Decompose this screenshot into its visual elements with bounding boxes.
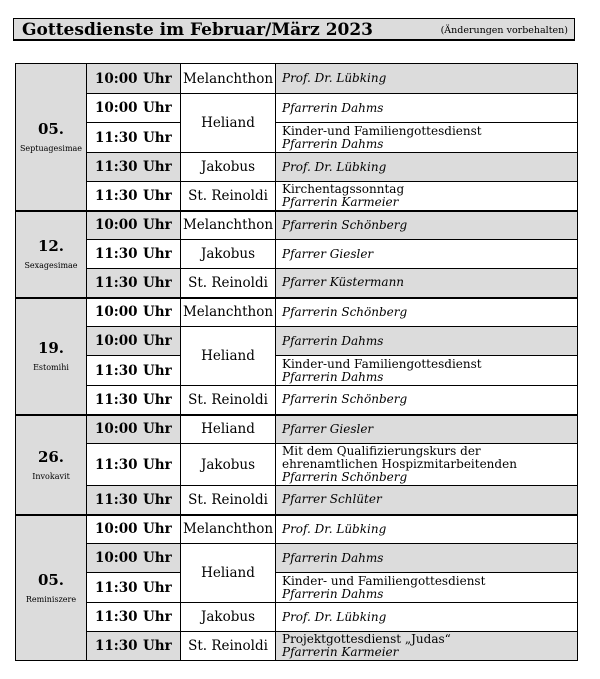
service-time: 11:30 xyxy=(95,159,138,175)
service-time: 10:00 xyxy=(95,100,138,116)
date-cell xyxy=(16,415,87,515)
sunday-name: Sexagesimae xyxy=(24,261,78,270)
time-cell xyxy=(87,573,181,603)
church-cell: Jakobus xyxy=(181,240,276,269)
church-cell: Jakobus xyxy=(181,153,276,182)
service-time: 11:30 xyxy=(95,579,138,596)
preacher-name: Pfarrerin Dahms xyxy=(282,100,384,115)
info-cell xyxy=(276,211,578,240)
service-time: 11:30 xyxy=(95,456,138,473)
uhr-label: Uhr xyxy=(143,129,172,146)
event-title: Kinder- und Familiengottesdienst xyxy=(282,573,486,588)
info-cell xyxy=(276,240,578,269)
preacher-name: Pfarrerin Karmeier xyxy=(282,645,399,659)
date-cell xyxy=(16,211,87,298)
service-time: 11:30 xyxy=(95,491,138,508)
time-cell xyxy=(87,356,181,386)
service-row xyxy=(16,182,578,211)
time-cell xyxy=(87,153,181,182)
uhr-label: Uhr xyxy=(143,491,172,508)
service-row xyxy=(16,603,578,632)
service-row xyxy=(16,486,578,515)
info-cell xyxy=(276,632,578,661)
preacher-name: Pfarrerin Dahms xyxy=(282,136,384,151)
date-cell xyxy=(16,515,87,661)
info-cell xyxy=(276,444,578,486)
sunday-name: Reminiszere xyxy=(25,594,77,604)
uhr-label: Uhr xyxy=(143,246,172,262)
service-row xyxy=(16,153,578,182)
preacher-name: Pfarrerin Dahms xyxy=(282,333,384,348)
date-cell xyxy=(16,64,87,211)
church-cell: Jakobus xyxy=(181,603,276,632)
service-row xyxy=(16,123,578,153)
preacher-name: Pfarrerin Dahms xyxy=(282,369,384,384)
time-cell xyxy=(87,269,181,298)
info-cell xyxy=(276,356,578,386)
date-cell xyxy=(16,298,87,415)
time-cell xyxy=(87,444,181,486)
uhr-label: Uhr xyxy=(143,187,172,204)
time-cell xyxy=(87,211,181,240)
service-row xyxy=(16,573,578,603)
church-cell: St. Reinoldi xyxy=(181,632,276,661)
preacher-name: Pfarrerin Dahms xyxy=(282,550,384,565)
service-time: 10:00 xyxy=(95,550,138,566)
service-row xyxy=(16,444,578,486)
service-row xyxy=(16,327,578,356)
sunday-name: Septuagesimae xyxy=(19,143,83,153)
info-cell xyxy=(276,94,578,123)
preacher-name: Pfarrerin Schönberg xyxy=(282,217,408,232)
info-cell xyxy=(276,386,578,415)
church-cell: Heliand xyxy=(181,544,276,603)
service-time: 11:30 xyxy=(95,638,138,654)
church-cell: St. Reinoldi xyxy=(181,386,276,415)
uhr-label: Uhr xyxy=(143,391,172,408)
service-time: 11:30 xyxy=(95,129,138,146)
uhr-label: Uhr xyxy=(143,159,172,175)
page-header xyxy=(13,18,575,41)
time-cell xyxy=(87,182,181,211)
church-cell: St. Reinoldi xyxy=(181,486,276,515)
uhr-label: Uhr xyxy=(143,217,172,234)
preacher-name: Prof. Dr. Lübking xyxy=(282,609,387,624)
service-row xyxy=(16,240,578,269)
church-cell: Melanchthon xyxy=(181,298,276,327)
preacher-name: Prof. Dr. Lübking xyxy=(282,159,387,174)
service-time: 11:30 xyxy=(95,274,138,291)
preacher-name: Pfarrer Giesler xyxy=(282,246,374,261)
service-time: 10:00 xyxy=(95,421,138,438)
uhr-label: Uhr xyxy=(143,274,172,291)
church-cell: Melanchthon xyxy=(181,64,276,94)
info-cell xyxy=(276,544,578,573)
preacher-name: Pfarrerin Schönberg xyxy=(282,392,408,407)
time-cell xyxy=(87,240,181,269)
info-cell xyxy=(276,603,578,632)
service-row xyxy=(16,544,578,573)
service-row xyxy=(16,298,578,327)
info-cell xyxy=(276,515,578,544)
service-row xyxy=(16,94,578,123)
schedule-table xyxy=(15,63,578,661)
service-time: 11:30 xyxy=(95,246,138,262)
church-cell: St. Reinoldi xyxy=(181,269,276,298)
service-row xyxy=(16,515,578,544)
preacher-name: Pfarrer Küstermann xyxy=(282,275,405,290)
day-number: 12. xyxy=(37,237,65,255)
time-cell xyxy=(87,486,181,515)
service-time: 11:30 xyxy=(95,391,138,408)
service-row xyxy=(16,632,578,661)
service-row xyxy=(16,269,578,298)
uhr-label: Uhr xyxy=(143,579,172,596)
service-time: 10:00 xyxy=(95,521,138,538)
info-cell xyxy=(276,153,578,182)
service-time: 10:00 xyxy=(95,217,138,234)
sunday-name: Estomihi xyxy=(33,363,69,372)
time-cell xyxy=(87,298,181,327)
church-cell: Melanchthon xyxy=(181,211,276,240)
service-row xyxy=(16,64,578,94)
sunday-name: Invokavit xyxy=(32,471,70,481)
service-row xyxy=(16,211,578,240)
day-number: 19. xyxy=(37,339,65,357)
uhr-label: Uhr xyxy=(143,421,172,438)
event-title: Mit dem Qualifizierungskurs der ehrenamtlichen Hospizmitarbeitenden xyxy=(282,444,517,471)
service-row xyxy=(16,415,578,444)
uhr-label: Uhr xyxy=(143,333,172,349)
time-cell xyxy=(87,94,181,123)
info-cell xyxy=(276,327,578,356)
page-title: Gottesdienste im Februar/März 2023 xyxy=(22,20,374,40)
service-time: 11:30 xyxy=(95,187,138,204)
service-row xyxy=(16,356,578,386)
uhr-label: Uhr xyxy=(143,550,172,566)
time-cell xyxy=(87,603,181,632)
church-cell: Jakobus xyxy=(181,444,276,486)
uhr-label: Uhr xyxy=(143,456,172,473)
uhr-label: Uhr xyxy=(143,362,172,379)
church-cell: Melanchthon xyxy=(181,515,276,544)
preacher-name: Prof. Dr. Lübking xyxy=(282,71,387,85)
time-cell xyxy=(87,632,181,661)
info-cell xyxy=(276,123,578,153)
info-cell xyxy=(276,298,578,327)
changes-note: (Änderungen vorbehalten) xyxy=(440,25,568,36)
service-time: 10:00 xyxy=(95,304,138,321)
uhr-label: Uhr xyxy=(143,638,172,654)
service-time: 11:30 xyxy=(95,362,138,379)
preacher-name: Pfarrerin Karmeier xyxy=(282,194,399,209)
uhr-label: Uhr xyxy=(143,609,172,625)
info-cell xyxy=(276,415,578,444)
time-cell xyxy=(87,515,181,544)
day-number: 05. xyxy=(37,119,65,138)
uhr-label: Uhr xyxy=(143,100,172,116)
event-title: Projektgottesdienst „Judas“ xyxy=(282,632,451,646)
service-row xyxy=(16,386,578,415)
preacher-name: Pfarrer Schlüter xyxy=(282,492,382,507)
info-cell xyxy=(276,573,578,603)
preacher-name: Pfarrer Giesler xyxy=(282,421,374,436)
day-number: 26. xyxy=(37,447,65,466)
event-title: Kinder-und Familiengottesdienst xyxy=(282,356,482,371)
day-number: 05. xyxy=(37,570,65,589)
church-cell: Heliand xyxy=(181,327,276,386)
church-cell: St. Reinoldi xyxy=(181,182,276,211)
uhr-label: Uhr xyxy=(143,304,172,321)
info-cell xyxy=(276,182,578,211)
uhr-label: Uhr xyxy=(143,70,172,87)
church-cell: Heliand xyxy=(181,415,276,444)
time-cell xyxy=(87,415,181,444)
time-cell xyxy=(87,123,181,153)
info-cell xyxy=(276,269,578,298)
uhr-label: Uhr xyxy=(143,521,172,538)
time-cell xyxy=(87,64,181,94)
time-cell xyxy=(87,386,181,415)
service-time: 11:30 xyxy=(95,609,138,625)
time-cell xyxy=(87,544,181,573)
event-title: Kinder-und Familiengottesdienst xyxy=(282,123,482,138)
preacher-name: Prof. Dr. Lübking xyxy=(282,521,387,536)
preacher-name: Pfarrerin Schönberg xyxy=(282,470,408,484)
event-title: Kirchentagssonntag xyxy=(282,181,405,196)
info-cell xyxy=(276,64,578,94)
preacher-name: Pfarrerin Dahms xyxy=(282,586,384,601)
time-cell xyxy=(87,327,181,356)
service-time: 10:00 xyxy=(95,70,138,87)
service-time: 10:00 xyxy=(95,333,138,349)
preacher-name: Pfarrerin Schönberg xyxy=(282,304,408,319)
info-cell xyxy=(276,486,578,515)
church-cell: Heliand xyxy=(181,94,276,153)
